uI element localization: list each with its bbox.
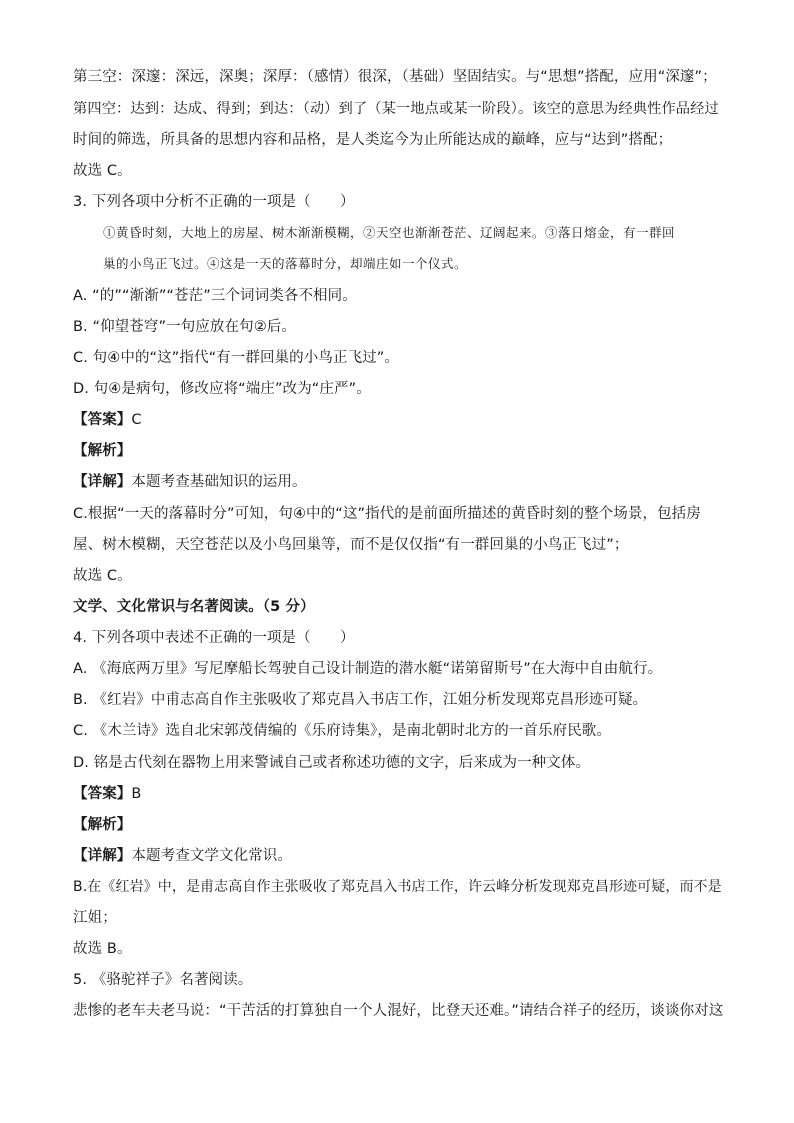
question-5-text: 悲惨的老车夫老马说：“干苦活的打算独自一个人混好，比登天还难。”请结合祥子的经历，谈谈你对这 xyxy=(73,1003,724,1019)
detail-tag: 【详解】 xyxy=(73,474,132,490)
analysis-tag: 【解析】 xyxy=(73,817,132,833)
option-d: D. 句④是病句，修改应将“端庄”改为“庄严”。 xyxy=(73,381,371,397)
question-4: 4. 下列各项中表述不正确的一项是（ ） xyxy=(73,630,355,646)
conclusion-line: 故选 B。 xyxy=(73,941,132,957)
answer-line xyxy=(73,411,723,429)
option-c: C. 《木兰诗》选自北宋郭茂倩编的《乐府诗集》，是南北朝时北方的一首乐府民歌。 xyxy=(73,723,611,739)
text-line: 第三空：深邃：深远，深奥；深厚：（感情）很深，（基础）坚固结实。与“思想”搭配，应用“深邃”； xyxy=(73,69,717,85)
detail-line xyxy=(73,473,723,491)
answer-value: B xyxy=(131,786,142,802)
option-c: C. 句④中的“这”指代“有一群回巢的小鸟正飞过”。 xyxy=(73,350,399,366)
explanation-line: B.在《红岩》中，是甫志高自作主张吸收了郑克昌入书店工作，许云峰分析发现郑克昌形迹可疑，而不是 xyxy=(73,879,722,895)
question-3: 3. 下列各项中分析不正确的一项是（ ） xyxy=(73,194,355,210)
explanation-line: 江姐； xyxy=(73,910,117,926)
option-b: B. 《红岩》中甫志高自作主张吸收了郑克昌入书店工作，江姐分析发现郑克昌形迹可疑。 xyxy=(73,692,648,708)
option-a: A. “的”“渐渐”“苍茫”三个词词类各不相同。 xyxy=(73,288,357,304)
analysis-tag: 【解析】 xyxy=(73,443,132,459)
explanation-line: C.根据“一天的落幕时分”可知，句④中的“这”指代的是前面所描述的黄昏时刻的整个场景，包括房 xyxy=(73,506,701,522)
detail-line xyxy=(73,847,723,865)
option-b: B. “仰望苍穹”一句应放在句②后。 xyxy=(73,319,296,335)
option-d: D. 铭是古代刻在器物上用来警诫自己或者称述功德的文字，后来成为一种文体。 xyxy=(73,755,591,771)
answer-line xyxy=(73,785,723,803)
detail-tag: 【详解】 xyxy=(73,848,132,864)
conclusion-line: 故选 C。 xyxy=(73,568,132,584)
option-a: A. 《海底两万里》写尼摩船长驾驶自己设计制造的潜水艇“诺第留斯号”在大海中自由航行。 xyxy=(73,661,663,677)
answer-tag: 【答案】 xyxy=(73,786,132,802)
text-line: 故选 C。 xyxy=(73,163,132,179)
detail-text: 本题考查基础知识的运用。 xyxy=(131,474,307,490)
text-line: 第四空：达到：达成、得到；到达：（动）到了（某一地点或某一阶段）。该空的意思为经典性作品经过 xyxy=(73,101,719,117)
explanation-line: 屋、树木模糊，天空苍茫以及小鸟回巢等，而不是仅仅指“有一群回巢的小鸟正飞过”； xyxy=(73,537,629,553)
answer-tag: 【答案】 xyxy=(73,412,132,428)
detail-text: 本题考查文学文化常识。 xyxy=(131,848,293,864)
section-heading: 文学、文化常识与名著阅读。（5 分） xyxy=(73,599,315,615)
question-5: 5. 《骆驼祥子》名著阅读。 xyxy=(73,972,253,988)
question-3-excerpt: 巢的小鸟正飞过。④这是一天的落幕时分，却端庄如一个仪式。 xyxy=(103,256,468,271)
question-3-excerpt: ①黄昏时刻，大地上的房屋、树木渐渐模糊，②天空也渐渐苍茫、辽阔起来。③落日熔金，有一群回 xyxy=(103,225,676,240)
text-line: 时间的筛选，所具备的思想内容和品格，是人类迄今为止所能达成的巅峰，应与“达到”搭配； xyxy=(73,132,673,148)
answer-value: C xyxy=(131,412,142,428)
